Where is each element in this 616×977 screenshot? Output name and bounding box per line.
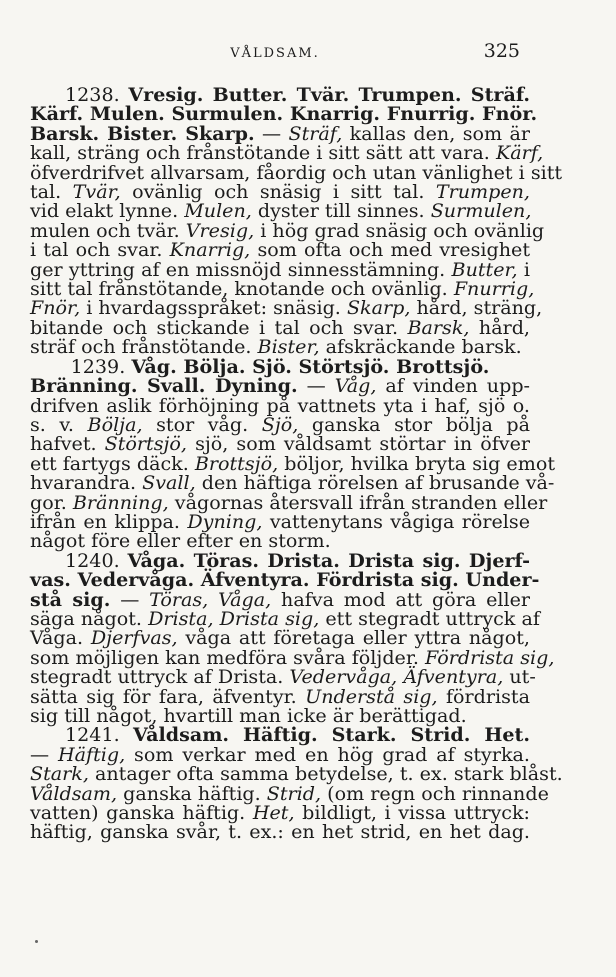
text-run: afskräckande barsk.	[319, 335, 522, 359]
text-run: (om regn och rinnande	[321, 781, 549, 805]
headword-ref: Djerfvas,	[90, 626, 178, 650]
text-run: antager ofta samma betydelse, t. ex. stark blåst.	[88, 762, 563, 786]
headword-ref: Bränning,	[72, 490, 169, 514]
text-run: hård,	[469, 315, 531, 339]
text-run: kallas den, som är	[342, 121, 530, 145]
text-run: 1238.	[65, 83, 129, 106]
text-run: dyster till sinnes.	[251, 199, 431, 223]
text-run: något före eller efter en storm.	[30, 529, 331, 553]
text-run: våga att företaga eller yttra något,	[177, 626, 530, 650]
headword-ref: Het,	[252, 801, 295, 825]
headword-ref: Våga,	[218, 587, 272, 611]
headword-group: Barsk. Bister. Skarp.	[30, 121, 255, 145]
headword-group: Bränning. Svall. Dyning.	[30, 374, 298, 398]
headword-ref: Våldsam,	[30, 781, 118, 805]
text-run: i	[517, 257, 530, 281]
headword-ref: Surmulen,	[430, 199, 532, 223]
text-run: gor.	[30, 490, 73, 514]
text-run: hafvet.	[30, 432, 105, 456]
text-run: vattenytans vågiga rörelse	[262, 509, 530, 533]
text-run: böljor, hvilka bryta sig emot	[278, 451, 555, 475]
stray-mark	[35, 940, 38, 943]
body-text	[30, 83, 563, 844]
headword-ref: Svall,	[142, 471, 196, 495]
text-run: ovänlig och snäsig i sitt tal.	[120, 180, 436, 204]
text-run: hvarandra.	[30, 471, 143, 495]
headword-ref: Trumpen,	[435, 180, 530, 204]
headword-group: Vresig. Butter. Tvär. Trumpen. Sträf.	[128, 83, 530, 106]
text-run: bildligt, i vissa uttryck:	[294, 801, 530, 825]
text-run: kall, sträng och frånstötande i sitt sätt att vara.	[30, 141, 496, 165]
headword-ref: Strid,	[266, 781, 322, 805]
headword-ref: Sjö,	[261, 412, 299, 436]
headword-ref: Drista sig,	[219, 606, 320, 630]
headword-ref: Knarrig,	[169, 238, 251, 262]
headword-ref: Fnurrig,	[453, 277, 535, 301]
text-run: af vinden upp-	[376, 374, 530, 398]
text-run: sitt tal frånstötande, knotande och ovänlig.	[30, 277, 454, 301]
text-run: stor våg.	[142, 412, 262, 436]
text-run: bitande och stickande i tal och svar.	[30, 315, 408, 339]
headword-ref: Fördrista sig,	[425, 645, 555, 669]
text-run: —	[254, 121, 289, 145]
headword-ref: Understå sig,	[305, 684, 438, 708]
text-run: säga något.	[30, 606, 149, 630]
text-run: häftig, ganska svår, t. ex.: en het strid, en het dag.	[30, 820, 530, 844]
text-run: den häftiga rörelsen af brusande vå-	[195, 471, 555, 495]
text-run: tal.	[30, 180, 73, 204]
text-run: hafva mod att göra eller	[271, 587, 531, 611]
text-run: vågornas återsvall ifrån stranden eller	[168, 490, 548, 514]
text-run: ifrån en klippa.	[30, 509, 188, 533]
headword-ref: Fnör,	[30, 296, 81, 320]
text-run: —	[110, 587, 150, 611]
text-run: sträf och frånstötande.	[30, 335, 258, 359]
text-run: —	[297, 374, 335, 398]
text-run: i hög grad snäsig och ovänlig	[254, 218, 545, 242]
headword-ref: Vresig,	[185, 218, 255, 242]
headword-ref: Töras,	[149, 587, 209, 611]
headword-ref: Dyning,	[187, 509, 263, 533]
text-run: vatten) ganska häftig.	[30, 801, 253, 825]
headword-ref: Häftig,	[57, 742, 126, 766]
text-run: 1241.	[65, 723, 134, 747]
text-run: ganska häftig.	[117, 781, 267, 805]
text-run: 1239.	[70, 354, 132, 378]
text-run: 1240.	[65, 548, 128, 572]
text-run: drifven aslik förhöjning på vattnets yta i haf, sjö o.	[30, 393, 530, 417]
headword-group: Våldsam. Häftig. Stark. Strid. Het.	[133, 723, 530, 747]
headword-ref: Störtsjö,	[104, 432, 187, 456]
headword-ref: Tvär,	[72, 180, 121, 204]
text-run: mulen och tvär.	[30, 218, 186, 242]
running-head: VÅLDSAM.	[230, 46, 320, 61]
text-run: sjö, som våldsamt störtar in öfver	[187, 432, 530, 456]
text-line	[30, 820, 530, 844]
text-run: i hvardagsspråket: snäsig.	[80, 296, 347, 320]
text-run: hård, sträng,	[410, 296, 543, 320]
headword-ref: Äfventyra,	[403, 665, 504, 689]
headword-ref: Bister,	[257, 335, 320, 359]
text-run: ett stegradt uttryck af	[319, 606, 540, 630]
headword-group: stå sig.	[30, 587, 111, 611]
headword-ref: Sträf,	[288, 121, 343, 145]
text-run: sig till något, hvartill man icke är berättigad.	[30, 704, 467, 727]
text-run: ger yttring af en missnöjd sinnesstämning.	[30, 257, 452, 281]
text-run: i tal och svar.	[30, 238, 170, 262]
headword-ref: Vedervåga,	[289, 665, 398, 689]
headword-group: Våga. Töras. Drista. Drista sig. Djerf-	[127, 548, 530, 572]
headword-ref: Brottsjö,	[194, 451, 279, 475]
text-run: ett fartygs däck.	[30, 451, 195, 475]
headword-ref: Bölja,	[87, 412, 143, 436]
headword-ref: Våg,	[334, 374, 377, 398]
headword-ref: Stark,	[30, 762, 89, 786]
headword-group: Kärf. Mulen. Surmulen. Knarrig. Fnurrig. Fnör.	[30, 102, 538, 126]
headword-ref: Drista,	[148, 606, 214, 630]
page-number: 325	[483, 40, 520, 62]
text-run: vid elakt lynne.	[30, 199, 185, 223]
headword-ref: Barsk,	[407, 315, 470, 339]
headword-ref: Kärf,	[495, 141, 544, 165]
text-run: som möjligen kan medföra svåra följder.	[30, 645, 426, 669]
text-run: Våga.	[30, 626, 91, 650]
text-run: ut-	[503, 665, 536, 689]
headword-ref: Skarp,	[346, 296, 411, 320]
headword-group: Våg. Bölja. Sjö. Störtsjö. Brottsjö.	[131, 354, 490, 378]
headword-ref: Mulen,	[184, 199, 252, 223]
text-run: som ofta och med vresighet	[250, 238, 531, 262]
text-run: som verkar med en hög grad af styrka.	[125, 742, 530, 766]
text-run: öfverdrifvet allvarsam, fåordig och utan vänlighet i sitt	[30, 160, 563, 184]
text-run: —	[30, 742, 58, 766]
text-run: ganska stor bölja på	[298, 412, 530, 436]
headword-group: vas. Vedervåga. Äfventyra. Fördrista sig. Under-	[30, 568, 540, 592]
text-run: fördrista	[437, 684, 530, 708]
headword-ref: Butter,	[451, 257, 518, 281]
text-run: s. v.	[30, 412, 88, 436]
text-run: sätta sig för fara, äfventyr.	[30, 684, 306, 708]
text-run: stegradt uttryck af Drista.	[30, 665, 290, 689]
